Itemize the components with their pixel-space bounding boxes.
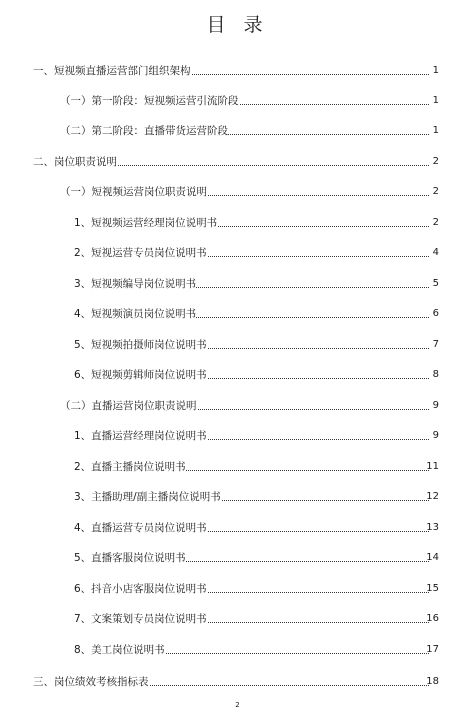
toc-entry-text: 6、短视频剪辑师岗位说明书 xyxy=(74,369,207,381)
toc-page-number: 4 xyxy=(432,247,439,258)
toc-page-number: 12 xyxy=(426,491,439,502)
toc-page-number: 2 xyxy=(432,217,439,228)
toc-entry[interactable] xyxy=(0,642,475,658)
toc-page-number: 1 xyxy=(432,65,439,76)
toc-entry-text: 2、短视运营专员岗位说明书 xyxy=(74,247,207,259)
toc-entry[interactable] xyxy=(0,459,475,475)
toc-entry-text: （一）短视频运营岗位职责说明 xyxy=(60,186,207,198)
toc-entry[interactable] xyxy=(0,337,475,353)
toc-page-number: 1 xyxy=(432,125,439,136)
toc-entry[interactable] xyxy=(0,93,475,109)
toc-entry-text: （二）直播运营岗位职责说明 xyxy=(60,400,197,412)
toc-entry-text: 3、短视频编导岗位说明书 xyxy=(74,278,197,290)
toc-entry[interactable] xyxy=(0,245,475,261)
toc-entry[interactable] xyxy=(0,428,475,444)
toc-page-number: 8 xyxy=(432,369,439,380)
page-number: 2 xyxy=(235,701,240,709)
toc-entry-text: （二）第二阶段：直播带货运营阶段 xyxy=(60,125,228,137)
toc-entry[interactable] xyxy=(0,674,475,690)
toc-entry[interactable] xyxy=(0,489,475,505)
toc-entry-text: 8、美工岗位说明书 xyxy=(74,644,165,656)
toc-page-number: 16 xyxy=(426,613,439,624)
toc-entry[interactable] xyxy=(0,581,475,597)
toc-entry[interactable] xyxy=(0,63,475,79)
toc-page-number: 18 xyxy=(426,676,439,687)
toc-entry[interactable] xyxy=(0,184,475,200)
toc-entry[interactable] xyxy=(0,154,475,170)
toc-title: 目 录 xyxy=(206,14,269,36)
toc-entry-text: 4、直播运营专员岗位说明书 xyxy=(74,522,207,534)
toc-entry[interactable] xyxy=(0,215,475,231)
toc-entry-text: 三、岗位绩效考核指标表 xyxy=(33,676,149,688)
toc-page-number: 9 xyxy=(432,430,439,441)
toc-entry-text: 5、短视频拍摄师岗位说明书 xyxy=(74,339,207,351)
toc-entry-text: 6、抖音小店客服岗位说明书 xyxy=(74,583,207,595)
toc-page-number: 2 xyxy=(432,156,439,167)
toc-entry-text: 二、岗位职责说明 xyxy=(33,156,117,168)
toc-page-number: 7 xyxy=(432,339,439,350)
toc-entry-text: 5、直播客服岗位说明书 xyxy=(74,552,186,564)
toc-entry[interactable] xyxy=(0,520,475,536)
toc-page-number: 15 xyxy=(426,583,439,594)
toc-entry-text: （一）第一阶段：短视频运营引流阶段 xyxy=(60,95,239,107)
toc-entry-text: 1、短视频运营经理岗位说明书 xyxy=(74,217,218,229)
toc-entry-text: 1、直播运营经理岗位说明书 xyxy=(74,430,207,442)
toc-entry-text: 2、直播主播岗位说明书 xyxy=(74,461,186,473)
toc-entry[interactable] xyxy=(0,276,475,292)
toc-entry[interactable] xyxy=(0,306,475,322)
toc-page-number: 5 xyxy=(432,278,439,289)
toc-entry[interactable] xyxy=(0,398,475,414)
toc-page-number: 17 xyxy=(426,644,439,655)
toc-entry[interactable] xyxy=(0,123,475,139)
toc-page-number: 2 xyxy=(432,186,439,197)
toc-page-number: 11 xyxy=(426,461,439,472)
toc-entry[interactable] xyxy=(0,611,475,627)
toc-entry-text: 7、文案策划专员岗位说明书 xyxy=(74,613,207,625)
toc-page-number: 1 xyxy=(432,95,439,106)
toc-entry-text: 4、短视频演员岗位说明书 xyxy=(74,308,197,320)
toc-page-number: 14 xyxy=(426,552,439,563)
toc-page-number: 9 xyxy=(432,400,439,411)
toc-entry-text: 3、主播助理/副主播岗位说明书 xyxy=(74,491,221,503)
toc-entry[interactable] xyxy=(0,367,475,383)
toc-entry[interactable] xyxy=(0,550,475,566)
toc-page-number: 6 xyxy=(432,308,439,319)
toc-entry-text: 一、短视频直播运营部门组织架构 xyxy=(33,65,191,77)
toc-page-number: 13 xyxy=(426,522,439,533)
